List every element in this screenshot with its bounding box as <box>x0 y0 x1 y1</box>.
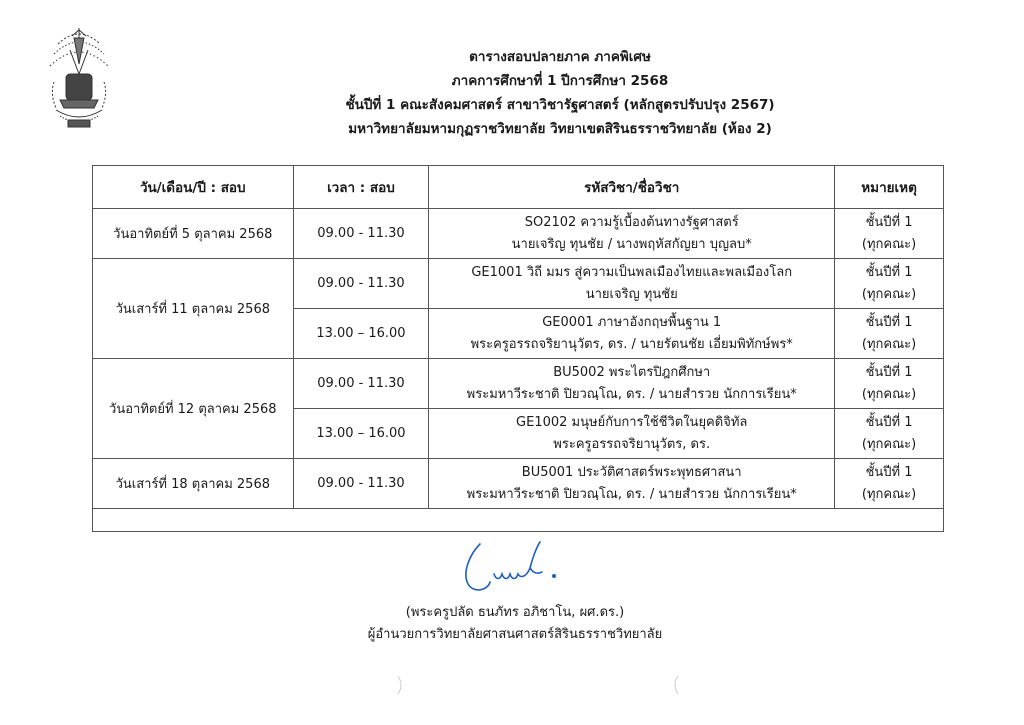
note-faculty: (ทุกคณะ) <box>861 336 917 352</box>
course-name: SO2102 ความรู้เบื้องต้นทางรัฐศาสตร์ <box>524 214 739 230</box>
course-cell <box>429 459 835 509</box>
note-year: ชั้นปีที่ 1 <box>865 414 913 430</box>
course-name: GE1002 มนุษย์กับการใช้ชีวิตในยุคดิจิทัล <box>516 414 748 430</box>
course-instructors: นายเจริญ ทุนชัย <box>585 286 678 302</box>
header-time: เวลา : สอบ <box>293 166 429 209</box>
course-instructors: พระมหาวีระชาติ ปิยวณฺโณ, ดร. / นายสำรวย นักการเรียน* <box>466 486 797 502</box>
blank-cell <box>93 509 944 532</box>
note-cell <box>835 409 944 459</box>
course-cell <box>429 359 835 409</box>
course-cell <box>429 409 835 459</box>
exam-time: 09.00 - 11.30 <box>293 459 429 509</box>
course-instructors: พระครูอรรถจริยานุวัตร, ดร. / นายรัตนชัย เอี่ยมพิทักษ์พร* <box>470 336 793 352</box>
note-faculty: (ทุกคณะ) <box>861 436 917 452</box>
course-cell <box>429 259 835 309</box>
note-year: ชั้นปีที่ 1 <box>865 364 913 380</box>
exam-time: 13.00 – 16.00 <box>293 409 429 459</box>
note-year: ชั้นปีที่ 1 <box>865 464 913 480</box>
note-faculty: (ทุกคณะ) <box>861 386 917 402</box>
signatory-title: ผู้อำนวยการวิทยาลัยศาสนศาสตร์สิรินธรราชวิทยาลัย <box>367 627 663 642</box>
header-university: มหาวิทยาลัยมหามกุฏราชวิทยาลัย วิทยาเขตสิรินธรราชวิทยาลัย (ห้อง 2) <box>348 121 772 137</box>
header-semester: ภาคการศึกษาที่ 1 ปีการศึกษา 2568 <box>451 73 669 89</box>
course-cell <box>429 209 835 259</box>
table-row <box>93 209 944 259</box>
header-date: วัน/เดือน/ปี : สอบ <box>93 166 294 209</box>
note-cell <box>835 209 944 259</box>
course-name: GE1001 วิถี มมร สู่ความเป็นพลเมืองไทยและพลเมืองโลก <box>471 264 793 280</box>
note-year: ชั้นปีที่ 1 <box>865 314 913 330</box>
header-note: หมายเหตุ <box>835 166 944 209</box>
signatory-name: (พระครูปลัด ธนภัทร อภิชาโน, ผศ.ดร.) <box>405 605 625 620</box>
course-name: BU5001 ประวัติศาสตร์พระพุทธศาสนา <box>521 464 742 480</box>
exam-time: 13.00 – 16.00 <box>293 309 429 359</box>
table-header-row <box>93 166 944 209</box>
scan-mark-left <box>396 674 406 696</box>
signatory-block <box>300 602 730 646</box>
exam-date: วันเสาร์ที่ 11 ตุลาคม 2568 <box>93 259 294 359</box>
table-row <box>93 459 944 509</box>
exam-time: 09.00 - 11.30 <box>293 259 429 309</box>
document-header <box>180 45 940 141</box>
exam-schedule-table <box>92 165 944 532</box>
note-faculty: (ทุกคณะ) <box>861 486 917 502</box>
exam-date: วันอาทิตย์ที่ 12 ตุลาคม 2568 <box>93 359 294 459</box>
note-cell <box>835 359 944 409</box>
course-name: BU5002 พระไตรปิฎกศึกษา <box>553 364 711 380</box>
course-instructors: นายเจริญ ทุนชัย / นางพฤหัสกัญยา บุญลบ* <box>511 236 752 252</box>
note-cell <box>835 309 944 359</box>
note-cell <box>835 259 944 309</box>
course-name: GE0001 ภาษาอังกฤษพื้นฐาน 1 <box>542 314 722 330</box>
table-blank-row <box>93 509 944 532</box>
header-program: ชั้นปีที่ 1 คณะสังคมศาสตร์ สาขาวิชารัฐศาสตร์ (หลักสูตรปรับปรุง 2567) <box>345 97 775 113</box>
course-instructors: พระมหาวีระชาติ ปิยวณฺโณ, ดร. / นายสำรวย นักการเรียน* <box>466 386 797 402</box>
course-instructors: พระครูอรรถจริยานุวัตร, ดร. <box>553 436 711 452</box>
university-emblem-icon <box>46 24 112 134</box>
note-faculty: (ทุกคณะ) <box>861 236 917 252</box>
scan-mark-right <box>670 674 680 696</box>
note-year: ชั้นปีที่ 1 <box>865 264 913 280</box>
exam-time: 09.00 - 11.30 <box>293 359 429 409</box>
table-row <box>93 359 944 409</box>
course-cell <box>429 309 835 359</box>
note-year: ชั้นปีที่ 1 <box>865 214 913 230</box>
handwritten-signature <box>458 538 578 598</box>
exam-date: วันเสาร์ที่ 18 ตุลาคม 2568 <box>93 459 294 509</box>
exam-time: 09.00 - 11.30 <box>293 209 429 259</box>
table-row <box>93 259 944 309</box>
note-cell <box>835 459 944 509</box>
header-course: รหัสวิชา/ชื่อวิชา <box>429 166 835 209</box>
header-title: ตารางสอบปลายภาค ภาคพิเศษ <box>469 49 651 65</box>
note-faculty: (ทุกคณะ) <box>861 286 917 302</box>
exam-date: วันอาทิตย์ที่ 5 ตุลาคม 2568 <box>93 209 294 259</box>
